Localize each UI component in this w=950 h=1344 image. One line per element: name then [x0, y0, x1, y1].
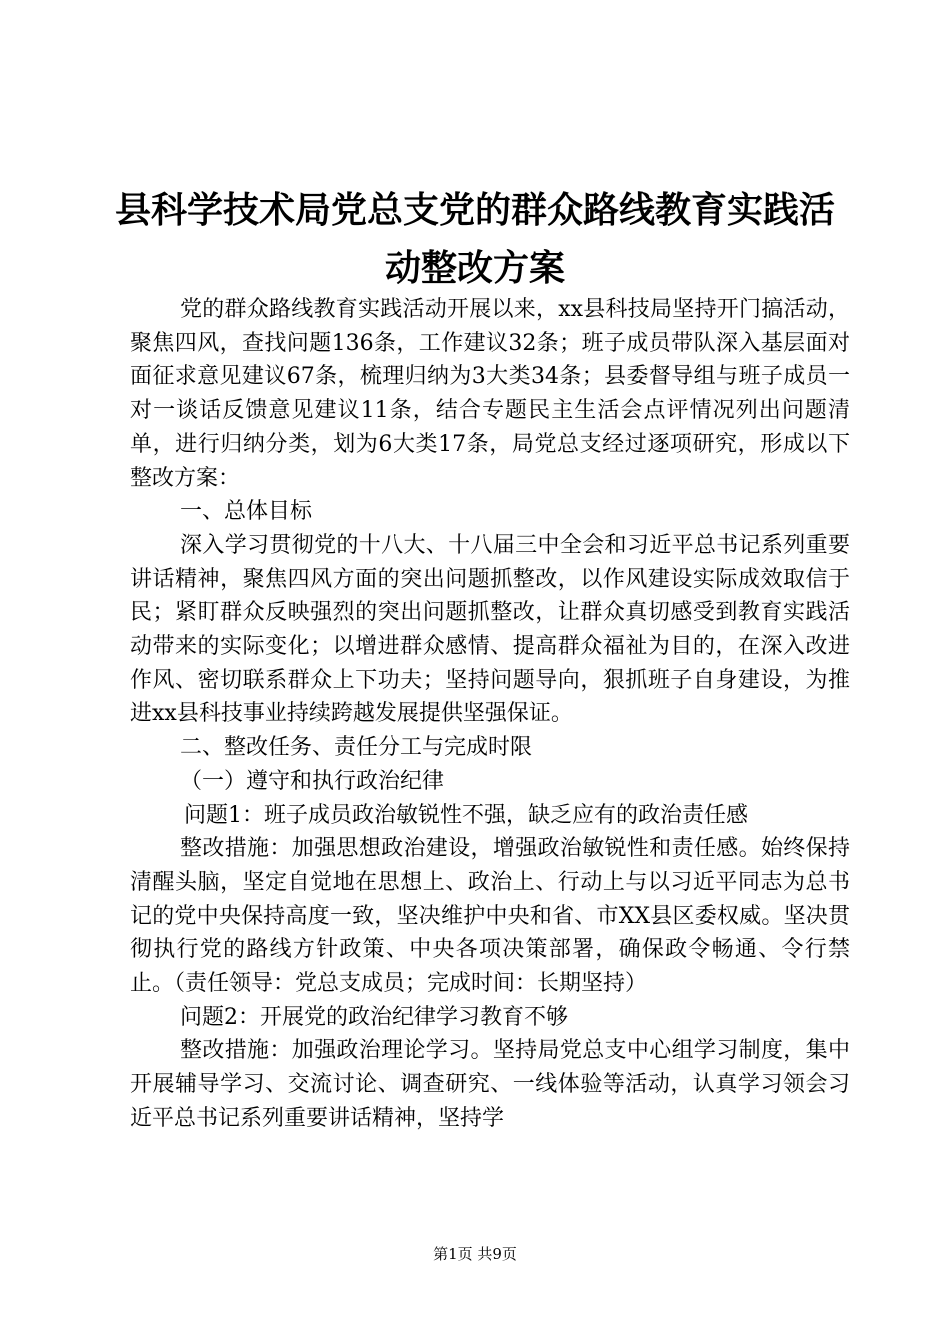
- problem-2-paragraph: 问题2：开展党的政治纪律学习教育不够: [180, 1004, 568, 1030]
- problem-1-paragraph: 问题1：班子成员政治敏锐性不强，缺乏应有的政治责任感: [184, 802, 748, 828]
- document-title-line-2: 动整改方案: [384, 247, 565, 289]
- intro-paragraph: 党的群众路线教育实践活动开展以来，xx县科技局坚持开门搞活动，聚焦四风，查找问题136条，工作建议32条；班子成员带队深入基层面对面征求意见建议67条，梳理归纳为3大类34条；县委督导组与班子成员一对一谈话反馈意见建议11条，结合专题民主生活会点评情况列出问题清单，进行归纳分类，划为6大类17条，局党总支经过逐项研究，形成以下整改方案：: [130, 297, 850, 491]
- subsection-heading-political-discipline: （一）遵守和执行政治纪律: [180, 768, 445, 794]
- measure-1-paragraph: 整改措施：加强思想政治建设，增强政治敏锐性和责任感。始终保持清醒头脑，坚定自觉地在思想上、政治上、行动上与以习近平同志为总书记的党中央保持高度一致，坚决维护中央和省、市XX县区委权威。坚决贯彻执行党的路线方针政策、中央各项决策部署，确保政令畅通、令行禁止。（责任领导：党总支成员；完成时间：长期坚持）: [130, 836, 850, 997]
- section-heading-overall-goal: 一、总体目标: [180, 499, 313, 525]
- page-number-footer: 第1页 共9页: [433, 1245, 517, 1263]
- document-body: [130, 293, 850, 1136]
- measure-2-paragraph: 整改措施：加强政治理论学习。坚持局党总支中心组学习制度，集中开展辅导学习、交流讨论、调查研究、一线体验等活动，认真学习领会习近平总书记系列重要讲话精神，坚持学: [130, 1038, 850, 1131]
- goal-paragraph: 深入学习贯彻党的十八大、十八届三中全会和习近平总书记系列重要讲话精神，聚焦四风方面的突出问题抓整改，以作风建设实际成效取信于民；紧盯群众反映强烈的突出问题抓整改，让群众真切感受到教育实践活动带来的实际变化；以增进群众感情、提高群众福祉为目的，在深入改进作风、密切联系群众上下功夫；坚持问题导向，狠抓班子自身建设，为推进xx县科技事业持续跨越发展提供坚强保证。: [130, 532, 850, 727]
- document-title-line-1: 县科学技术局党总支党的群众路线教育实践活: [114, 189, 835, 231]
- section-heading-tasks: 二、整改任务、责任分工与完成时限: [180, 735, 533, 761]
